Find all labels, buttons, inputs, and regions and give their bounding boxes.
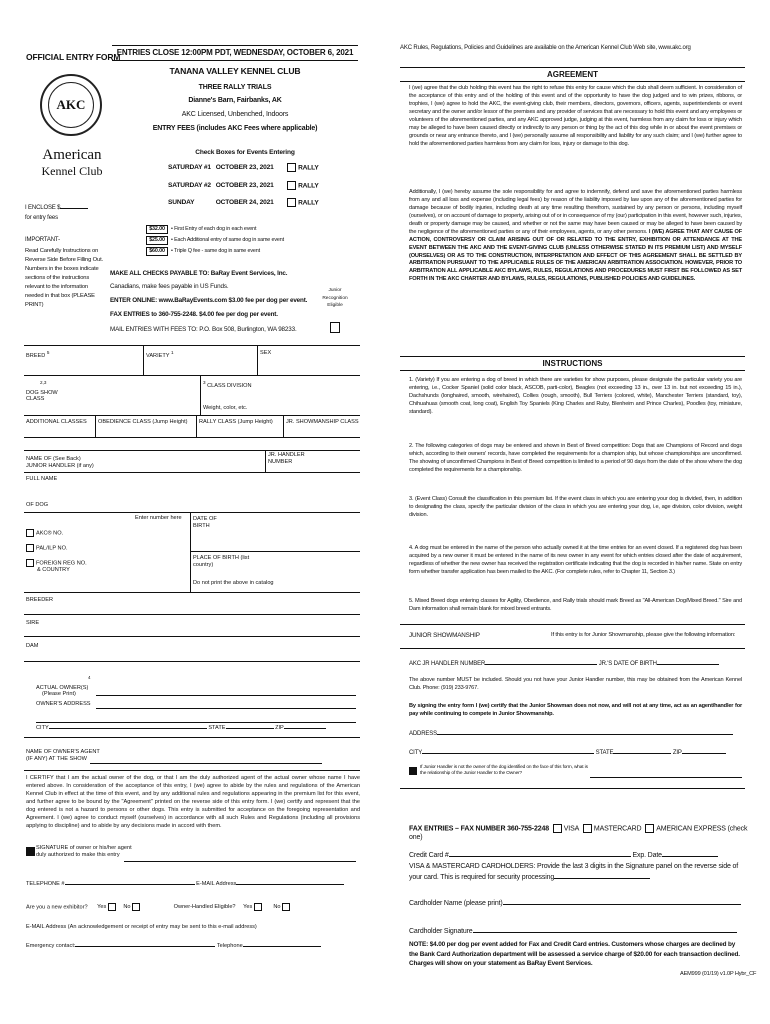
enter-online: ENTER ONLINE: www.BaRayEvents.com $3.00 fee per dog per event. [110, 297, 308, 304]
actual-owner-label: $^4$ ACTUAL OWNER(S) [36, 675, 91, 691]
signature-marker-icon [26, 847, 35, 856]
jr-address-field[interactable] [437, 734, 733, 735]
agreement-paragraph-2: Additionally, I (we) hereby assume the sole responsibility for and agree to indemnify, defend and save the aforementioned parties harmless from any and all loss and expense (including legal fees) by reason of the liability imposed by law upon any of the aforementioned parties for damage because of bodily injuries, including death at any time resulting therefrom, sustained by any person or persons, including myself (ourselves), or on account of damage to property, arising out of or in consequence of my (our) participation in this event, however such, injuries, death or property damage may be caused, and whether or not the same may have been caused or may be alleged to have been caused by the negligence of the aforementioned parties or any of their employees, agents, or any other persons. I (WE) AGREE THAT ANY CAUSE OF ACTION, CONTROVERSY OR CLAIM ARISING OUT OF OR RELATED TO THE ENTRY, EXHIBITION OR ATTENDANCE AT THE EVENT BETWEEN THE AKC AND THE EVENT-GIVING CLUB (UNLESS OTHERWISE STATED IN ITS PREMIUM LIST) AND MYSELF (OURSELVES) OR AS TO THE CONSTRUCTION, INTERPRETATION AND EFFECT OF THIS AGREEMENT SHALL BE SETTLED BY ARBITRATION PURSUANT TO THE APPLICABLE RULES OF THE AMERICAN ARBITRATION ASSOCIATION. HOWEVER, PRIOR TO ARBITRATION ALL APPLICABLE AKC BYLAWS, RULES, REGULATIONS AND PROCEDURES MUST FIRST BE FOLLOWED AS SET FORTH IN THE AKC CHARTER AND BYLAWS, RULES, REGULATIONS, PUBLISHED POLICIES AND GUIDELINES. [409, 189, 742, 283]
jr-zip-field[interactable] [682, 753, 726, 754]
cardholder-signature-field[interactable] [473, 932, 737, 933]
akc-seal: AKC [40, 74, 102, 136]
owners-address-field[interactable] [96, 703, 356, 709]
dog-full-name-field[interactable] [60, 478, 358, 498]
fax-entries-row: FAX ENTRIES – FAX NUMBER 360-755-2248 VISA MASTERCARD AMERICAN EXPRESS (check one) [409, 825, 748, 842]
instruction-3: 3. (Event Class) Consult the classification in this premium list. If the event class in which you are entering your dog is divided, then, in addition to designating the class, specify the particular division of the class in which you are entering your dog, i.e, age division, color division, weight division. [409, 496, 742, 518]
foreign-reg-checkbox[interactable] [26, 559, 34, 567]
owner-handled-no-checkbox[interactable] [282, 903, 290, 911]
agreement-title: AGREEMENT [546, 70, 599, 79]
sire-label: SIRE [26, 620, 40, 626]
visa-checkbox[interactable] [553, 824, 562, 833]
pal-ilp-option[interactable]: PAL/ILP NO. [26, 544, 68, 552]
relationship-field[interactable] [590, 770, 742, 778]
emergency-phone-field[interactable] [243, 946, 321, 947]
not-owner-note: If Junior Handler is not the owner of the dog identified on the face of this form, what is the relationship of the Junior Handler to the Owner? [420, 765, 588, 777]
jr-number-row: AKC JR HANDLER NUMBER JR.'S DATE OF BIRTH [409, 661, 743, 669]
event-row-sun: SUNDAY OCTOBER 24, 2021 RALLY [168, 199, 319, 207]
credit-card-row: Credit Card # Exp. Date [409, 851, 743, 860]
fax-note: NOTE: $4.00 per dog per event added for Fax and Credit Card entries. Customers whose charges are declined by the Bank Card Authorization department will be assessed a service charge of $20.00 for each transaction declined. Charges will show on your statement as BaRay Event Services. [409, 941, 740, 968]
variety-label: VARIETY $^1$ [146, 350, 174, 359]
telephone-email-row: TELEPHONE # E-MAIL Address [26, 881, 360, 888]
jr-showmanship-class-label: JR. SHOWMANSHIP CLASS [286, 419, 359, 425]
form-code: AEM999 (01/19) v1.0P Hybr_CF [680, 971, 757, 977]
fee-first-entry: $32.00 • First Entry of each dog in each event [146, 225, 256, 234]
akc-rules-note: AKC Rules, Regulations, Policies and Guidelines are available on the American Kennel Club Web site, www.akc.org [400, 45, 691, 51]
jr-sign-text: By signing the entry form I (we) certify that the Junior Showman does not now, and will not at any time, act as an agent/handler for pay while continuing to compete in Junior Showmanship. [409, 703, 742, 717]
fee-triple-q: $60.00 • Triple Q fee - same dog in same event [146, 247, 260, 256]
place-of-birth-label: PLACE OF BIRTH (list country) [193, 555, 250, 568]
junior-recognition-checkbox[interactable] [330, 322, 340, 333]
jr-city-row: CITY STATE ZIP [409, 750, 743, 758]
event-checkbox-sat2[interactable] [287, 181, 296, 190]
licensed: AKC Licensed, Unbenched, Indoors [181, 111, 289, 118]
instruction-4: 4. A dog must be entered in the name of the person who actually owned it at the time entries for an event closed. If a registered dog has been acquired by a new owner it must be entered in the name of its new owner in any event for which entries closed after the date of acquirement, regardless of whether the new owner has received the registration certificate indicating that the dog is recorded in his/her name. State on entry form whether transfer application has been mailed to the AKC. (For complete rules, refer to Chapter 11, Section 3.) [409, 545, 742, 575]
jr-number-text: The above number MUST be included. Should you not have your Junior Handler number, this may be obtained from the American Kennel Club. Phone: (919) 233-9767. [409, 677, 742, 691]
owners-agent-label: NAME OF OWNER'S AGENT (IF ANY) AT THE SHOW [26, 749, 100, 762]
obedience-class-label: OBEDIENCE CLASS (Jump Height) [98, 419, 188, 425]
breed-label: BREED $^5$ [26, 350, 50, 359]
entries-close: ENTRIES CLOSE 12:00PM PDT, WEDNESDAY, OCTOBER 6, 2021 [112, 45, 358, 61]
telephone-field[interactable] [65, 884, 195, 885]
pal-ilp-checkbox[interactable] [26, 544, 34, 552]
logo-text-kennel-club: Kennel Club [41, 164, 103, 178]
event-checkbox-sun[interactable] [287, 198, 296, 207]
foreign-reg-option[interactable]: FOREIGN REG NO. & COUNTRY [26, 559, 87, 574]
breeder-field[interactable] [70, 596, 358, 610]
rally-class-label: RALLY CLASS (Jump Height) [199, 419, 273, 425]
sex-field[interactable] [260, 360, 358, 372]
weight-color-note: Weight, color, etc. [203, 405, 248, 411]
date-of-birth-label: DATE OF BIRTH [193, 516, 217, 529]
of-dog-label: OF DOG [26, 502, 49, 508]
sire-field[interactable] [70, 619, 358, 633]
venue: Dianne's Barn, Fairbanks, AK [188, 97, 282, 104]
new-exhibitor-yes-checkbox[interactable] [108, 903, 116, 911]
event-row-sat1: SATURDAY #1 OCTOBER 23, 2021 RALLY [168, 164, 319, 172]
jr-handler-number-field[interactable] [485, 664, 597, 665]
owner-city-row: CITY STATE ZIP [36, 725, 326, 732]
check-boxes-label: Check Boxes for Events Entering [195, 149, 295, 156]
event-checkbox-sat1[interactable] [287, 163, 296, 172]
jr-address-row: ADDRESS [409, 731, 743, 739]
mastercard-checkbox[interactable] [583, 824, 592, 833]
dam-label: DAM [26, 643, 39, 649]
checks-payable: MAKE ALL CHECKS PAYABLE TO: BaRay Event Services, Inc. [110, 270, 288, 277]
date-of-birth-field[interactable] [236, 516, 358, 546]
important-label: IMPORTANT- [25, 237, 60, 243]
trials-title: THREE RALLY TRIALS [198, 84, 272, 91]
akc-no-option[interactable]: AKC® NO. [26, 529, 63, 537]
instruction-1: 1. (Variety) If you are entering a dog of breed in which there are varieties for show purposes, please designate the particular variety you are entering, i.e., Cocker Spaniel (solid color black, ASCOB, parti-color), Beagles (not exceeding 13 in., over 13 in. but not exceeding 15 in.), Dachshunds (longhaired, smooth, wirehaired), Collies (rough, smooth), Bull Terriers (colored, white), Manchester Terriers (standard, toy), Chihuahuas (smooth coat, long coat), English Toy Spaniels (King Charles and Ruby, Blenheim and Prince Charles), Poodles (toy, miniature, standard). [409, 377, 742, 415]
signature-label: SIGNATURE of owner or his/her agent duly authorized to make this entry [36, 845, 132, 858]
jr-dob-field[interactable] [657, 664, 719, 665]
new-exhibitor-no-checkbox[interactable] [132, 903, 140, 911]
owner-handled-yes-checkbox[interactable] [254, 903, 262, 911]
rally-class-field[interactable] [199, 428, 281, 436]
emergency-contact-field[interactable] [75, 946, 215, 947]
canadians-note: Canadians, make fees payable in US Funds. [110, 283, 229, 290]
certify-text: I CERTIFY that I am the actual owner of the dog, or that I am the duly authorized agent of the actual owner whose name I have entered above. In consideration of the acceptance of this entry, I (we) agree to abide by the rules and regulations of the American Kennel Club in effect at the time of this event, and by any additional rules and regulations appearing in the premium list for this event, and further agree to be bound by the "Agreement" printed on the reverse side of this entry form. I (we) certify and represent that the dog entered is not a hazard to persons or other dogs. This entry is submitted for acceptance on the foregoing representation and Agreement. I (we) agree to conduct myself (ourselves) in accordance with all such Rules and Regulations (including all provisions applying to discipline) and to abide by any decisions made in accord with them. [26, 775, 360, 829]
actual-owner-field[interactable] [96, 688, 356, 696]
additional-classes-label: ADDITIONAL CLASSES [26, 419, 87, 425]
akc-no-checkbox[interactable] [26, 529, 34, 537]
owners-address-line2[interactable] [36, 717, 356, 723]
akc-logo [34, 74, 110, 214]
jr-city-field[interactable] [422, 753, 594, 754]
dam-field[interactable] [70, 642, 358, 656]
do-not-print-note: Do not print the above in catalog [193, 580, 274, 586]
exp-date-field[interactable] [662, 856, 718, 857]
owner-state-field[interactable] [226, 728, 274, 729]
junior-showmanship-label: JUNIOR SHOWMANSHIP [409, 632, 480, 639]
fax-entries: FAX ENTRIES to 360-755-2248. $4.00 fee per dog per event. [110, 311, 278, 318]
amex-checkbox[interactable] [645, 824, 654, 833]
registration-number-field[interactable] [75, 528, 187, 588]
agreement-paragraph-1: I (we) agree that the club holding this event has the right to refuse this entry for cause which the club shall deem sufficient. In consideration of the acceptance of this entry and of the holding of this event and of the opportunity to have the dog judged and to win prizes, ribbons, or trophies, I (we) agree to hold the AKC, the event-giving club, their members, directors, governors, officers, agents, superintendents or event secretary and the owner and/or lessor of the premises and any provider of services that are necessary to hold this event and any employees or volunteers of the aforementioned parties, and any AKC approved judge, judging at this event, harmless from any claim for loss or injury which may be alleged to have been caused directly or indirectly to any person or thing by the act of this dog while in or about the event premises or grounds or near any entrance thereto, and I (we) personally assume all responsibility and liability for any such claim; and I (we) further agree to hold the aforementioned parties harmless from any claim for loss, injury or damage to this dog. [409, 85, 742, 147]
email-ack-note: E-MAIL Address (An acknowledgement or receipt of entry may be sent to this e-mail address) [26, 924, 257, 930]
sex-label: SEX [260, 350, 272, 356]
jr-handler-number-label: JR. HANDLER NUMBER [268, 452, 305, 465]
logo-text-american: American [42, 147, 102, 163]
visa-mc-note: VISA & MASTERCARD CARDHOLDERS: Provide the last 3 digits in the Signature panel on the reverse side of your card. This is required for security processing [409, 863, 739, 881]
signature-field[interactable] [124, 856, 356, 862]
class-division-field[interactable] [256, 380, 358, 412]
cardholder-name-row: Cardholder Name (please print) [409, 899, 743, 908]
enclose-amount[interactable]: I ENCLOSE $ [25, 205, 88, 213]
breeder-label: BREEDER [26, 597, 54, 603]
event-row-sat2: SATURDAY #2 OCTOBER 23, 2021 RALLY [168, 182, 319, 190]
owner-city-field[interactable] [49, 728, 207, 729]
mail-entries: MAIL ENTRIES WITH FEES TO: P.O. Box 508, Burlington, WA 98233. [110, 326, 297, 333]
dog-show-class-field[interactable] [70, 380, 198, 412]
class-division-label: $^3$ CLASS DIVISION [203, 380, 252, 389]
jr-state-field[interactable] [613, 753, 671, 754]
enter-number-note: Enter number here [135, 515, 182, 521]
junior-recognition: Junior Recognition Eligible [322, 288, 348, 309]
cardholder-signature-row: Cardholder Signature [409, 927, 743, 936]
place-of-birth-field[interactable] [256, 555, 358, 577]
owner-zip-field[interactable] [284, 728, 326, 729]
emergency-row: Emergency contact: Telephone [26, 943, 360, 950]
entry-fees-title: ENTRY FEES (includes AKC Fees where applicable) [152, 125, 318, 132]
full-name-label: FULL NAME [26, 476, 58, 482]
junior-showmanship-note: If this entry is for Junior Showmanship, please give the following information: [551, 632, 736, 638]
club-name: TANANA VALLEY KENNEL CLUB [169, 66, 301, 76]
for-entry-fees: for entry fees [25, 215, 58, 221]
junior-handler-name-label: NAME OF (See Back) JUNIOR HANDLER (if any) [26, 456, 94, 469]
instruction-5: 5. Mixed Breed dogs entering classes for Agility, Obedience, and Rally trials should mark Breed as "All-American Dog/Mixed Breed." Sire and Dam information shall remain blank for mixed breed entrants. [409, 598, 742, 612]
instruction-2: 2. The following categories of dogs may be entered and shown in Best of Breed competition: Dogs that are Champions of Record and dogs which, according to their owners' records, have completed the requirements for a champion ship, but whose championships are unconfirmed. The showing of unconfirmed Champions in Best of Breed competition is limited to a period of 90 days from the date of the show where the dog completed the requirements for a championship. [409, 443, 742, 473]
junior-handler-name-field[interactable] [100, 452, 260, 468]
important-text: Read Carefully Instructions on Reverse Side Before Filling Out. Numbers in the boxes indicate sections of the instructions relevant to the information needed in that box (PLEASE PRINT) [25, 248, 104, 308]
exhibitor-row: Are you a new exhibitor? Yes No Owner-Handled Eligible? Yes No [26, 903, 360, 911]
junior-marker-icon [409, 767, 417, 775]
credit-card-field[interactable] [449, 856, 631, 857]
security-code-field[interactable] [554, 878, 650, 879]
additional-classes-field[interactable] [26, 428, 92, 436]
variety-field[interactable] [146, 360, 254, 372]
owners-address-label: OWNER'S ADDRESS [36, 701, 91, 707]
dog-show-class-label: $^{2,3}$ DOG SHOW CLASS [26, 380, 58, 403]
please-print-note: (Please Print) [42, 691, 76, 697]
instructions-title: INSTRUCTIONS [542, 359, 603, 368]
cardholder-name-field[interactable] [503, 904, 741, 905]
email-field[interactable] [236, 884, 344, 885]
owners-agent-field[interactable] [90, 758, 322, 764]
obedience-class-field[interactable] [98, 428, 194, 436]
breed-field[interactable] [40, 355, 140, 371]
official-entry-form-label: OFFICIAL ENTRY FORM [26, 52, 121, 62]
fee-additional-entry: $25.00 • Each Additional entry of same dog in same event [146, 236, 284, 245]
